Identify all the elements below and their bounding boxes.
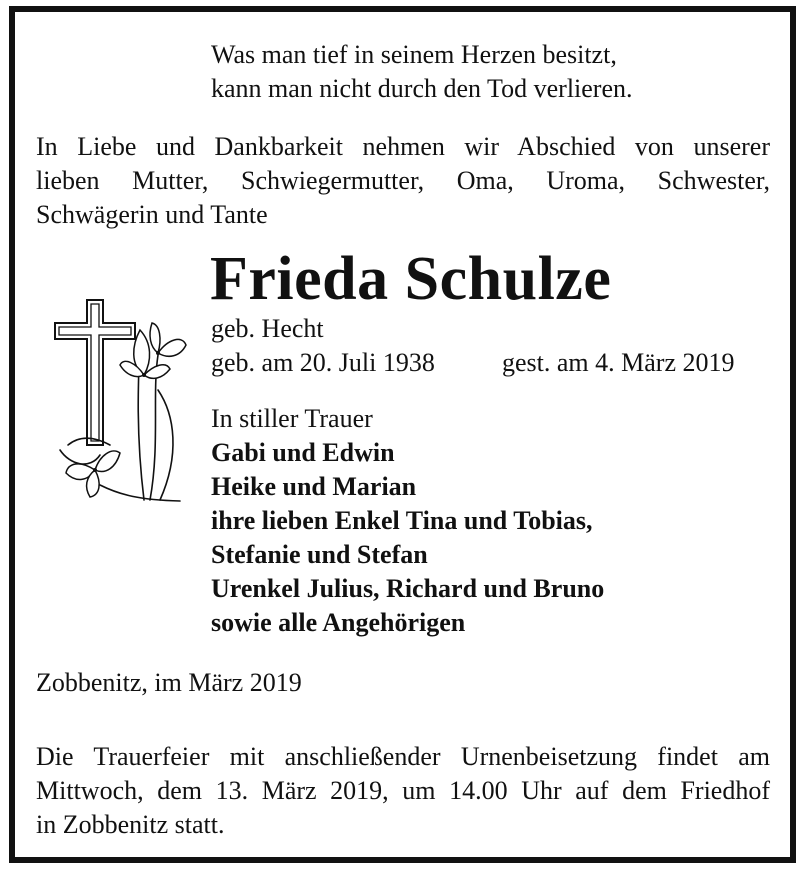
mourner-line: sowie alle Angehörigen [211, 608, 466, 637]
deceased-name: Frieda Schulze [210, 245, 612, 313]
funeral-line-2: Mittwoch, dem 13. März 2019, um 14.00 Uhr auf dem Friedhof [36, 776, 770, 805]
mourner-line: Urenkel Julius, Richard und Bruno [211, 574, 605, 603]
funeral-line-3: in Zobbenitz statt. [36, 810, 225, 839]
intro-line-1: In Liebe und Dankbarkeit nehmen wir Abschied von unserer [36, 132, 770, 161]
place-date: Zobbenitz, im März 2019 [36, 668, 302, 697]
death-date: gest. am 4. März 2019 [502, 348, 735, 377]
cross-with-lilies-icon [40, 295, 190, 510]
mourner-line: Heike und Marian [211, 472, 417, 501]
intro-line-3: Schwägerin und Tante [36, 200, 268, 229]
motto-line-2: kann man nicht durch den Tod verlieren. [211, 74, 633, 103]
maiden-name: geb. Hecht [211, 314, 324, 343]
motto-line-1: Was man tief in seinem Herzen besitzt, [211, 40, 617, 69]
mourner-line: Stefanie und Stefan [211, 540, 428, 569]
birth-date: geb. am 20. Juli 1938 [211, 348, 435, 377]
funeral-line-1: Die Trauerfeier mit anschließender Urnenbeisetzung findet am [36, 742, 770, 771]
intro-line-2: lieben Mutter, Schwiegermutter, Oma, Uroma, Schwester, [36, 166, 770, 195]
obituary-notice [9, 6, 796, 863]
mourners-heading: In stiller Trauer [211, 404, 373, 433]
mourner-line: ihre lieben Enkel Tina und Tobias, [211, 506, 593, 535]
mourner-line: Gabi und Edwin [211, 438, 395, 467]
